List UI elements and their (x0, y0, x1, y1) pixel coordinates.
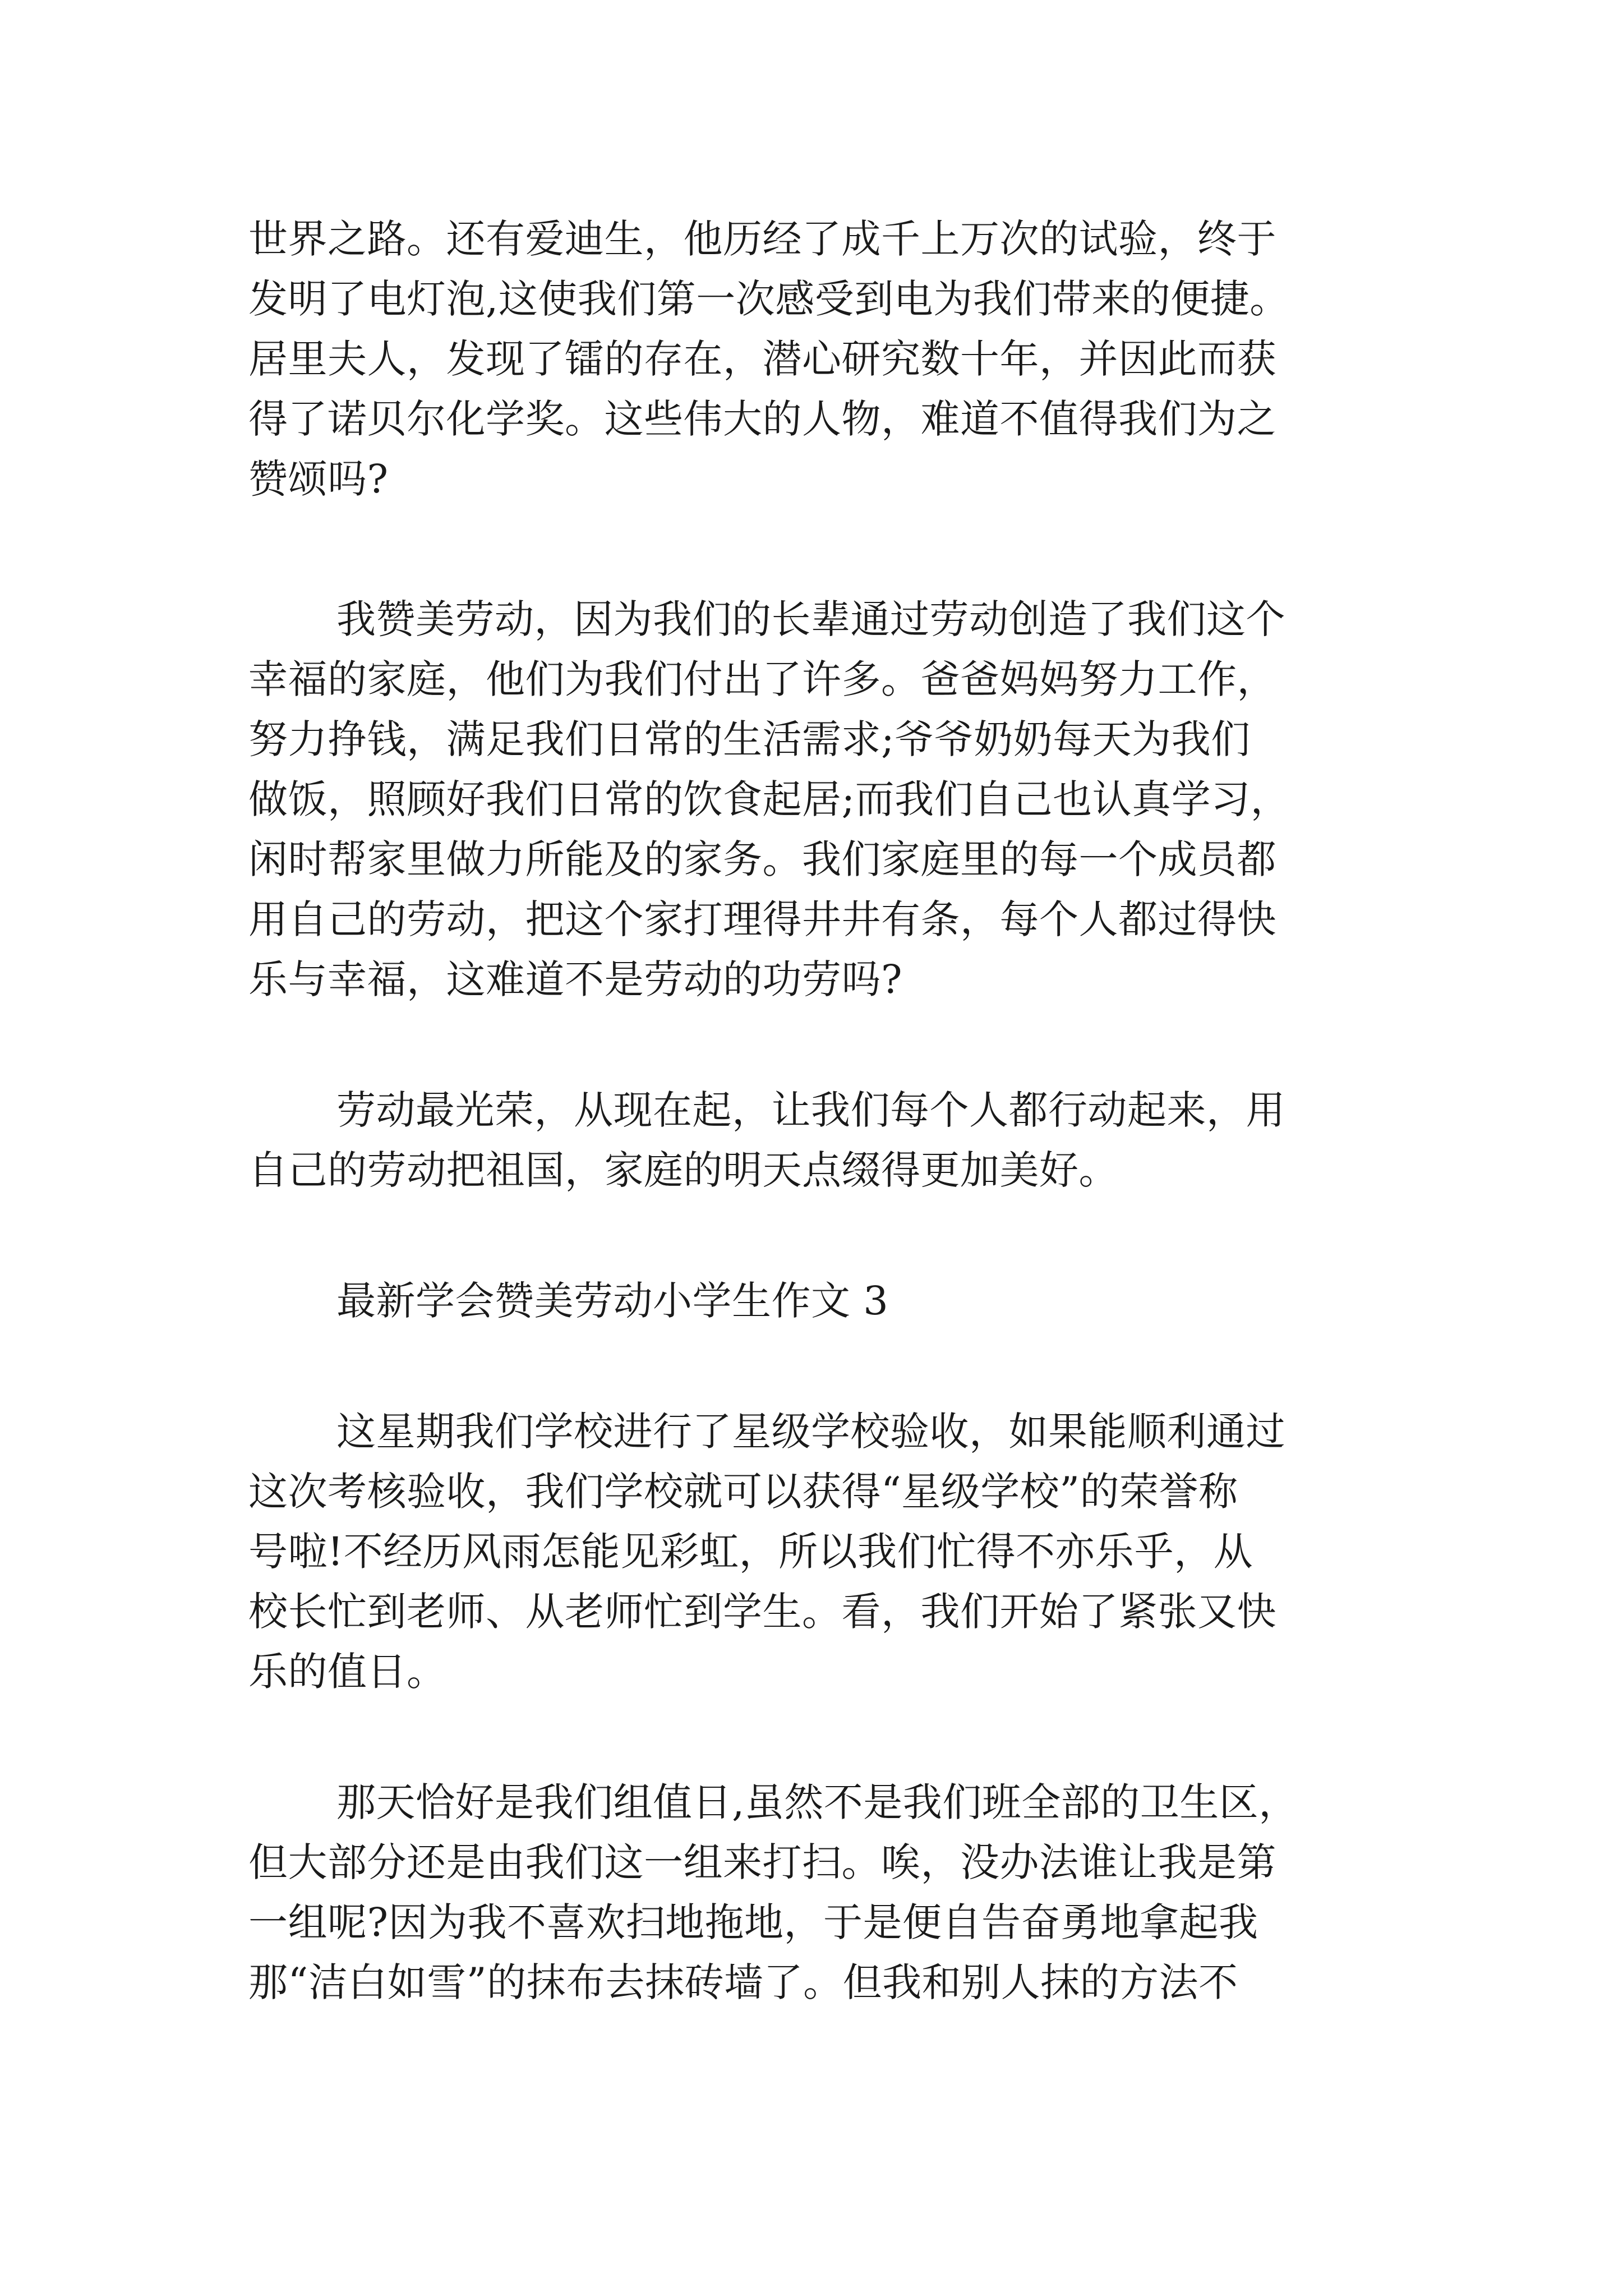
text-line: 但大部分还是由我们这一组来打扫。唉，没办法谁让我是第 (248, 1839, 1276, 1885)
section-heading: 最新学会赞美劳动小学生作文 3 (336, 1278, 889, 1324)
text-line: 幸福的家庭，他们为我们付出了许多。爸爸妈妈努力工作， (248, 656, 1276, 702)
text-line: 居里夫人，发现了镭的存在，潜心研究数十年，并因此而获 (248, 336, 1276, 382)
text-line: 发明了电灯泡,这使我们第一次感受到电为我们带来的便捷。 (248, 276, 1289, 322)
text-line: 得了诺贝尔化学奖。这些伟大的人物，难道不值得我们为之 (248, 396, 1276, 442)
text-line: 那“洁白如雪”的抹布去抹砖墙了。但我和别人抹的方法不 (248, 1959, 1238, 2005)
text-line: 号啦!不经历风雨怎能见彩虹，所以我们忙得不亦乐乎，从 (248, 1529, 1253, 1575)
text-line: 这次考核验收，我们学校就可以获得“星级学校”的荣誉称 (248, 1469, 1238, 1515)
text-line: 努力挣钱，满足我们日常的生活需求;爷爷奶奶每天为我们 (248, 716, 1251, 762)
text-line: 用自己的劳动，把这个家打理得井井有条，每个人都过得快 (248, 896, 1276, 942)
paragraph-first-line: 我赞美劳动，因为我们的长辈通过劳动创造了我们这个 (336, 596, 1285, 642)
text-line: 闲时帮家里做力所能及的家务。我们家庭里的每一个成员都 (248, 836, 1276, 882)
text-line: 赞颂吗? (248, 456, 389, 502)
text-line: 乐与幸福，这难道不是劳动的功劳吗? (248, 956, 903, 1002)
text-line: 校长忙到老师、从老师忙到学生。看，我们开始了紧张又快 (248, 1589, 1276, 1635)
paragraph-first-line: 这星期我们学校进行了星级学校验收，如果能顺利通过 (336, 1409, 1285, 1455)
paragraph-first-line: 那天恰好是我们组值日,虽然不是我们班全部的卫生区， (336, 1779, 1298, 1825)
text-line: 乐的值日。 (248, 1649, 446, 1695)
text-line: 做饭，照顾好我们日常的饮食起居;而我们自己也认真学习， (248, 776, 1290, 822)
text-line: 自己的劳动把祖国，家庭的明天点缀得更加美好。 (248, 1147, 1118, 1193)
text-line: 世界之路。还有爱迪生，他历经了成千上万次的试验，终于 (248, 216, 1276, 262)
paragraph-first-line: 劳动最光荣，从现在起，让我们每个人都行动起来，用 (336, 1087, 1285, 1133)
text-line: 一组呢?因为我不喜欢扫地拖地，于是便自告奋勇地拿起我 (248, 1899, 1258, 1945)
